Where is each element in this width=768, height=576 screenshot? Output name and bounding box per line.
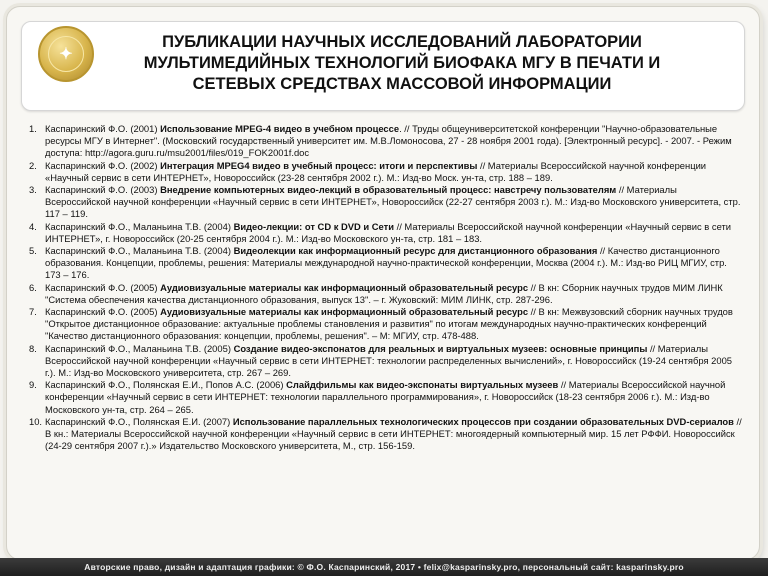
- publication-item: [29, 123, 745, 160]
- publication-item: [29, 343, 745, 380]
- page-title: ПУБЛИКАЦИИ НАУЧНЫХ ИССЛЕДОВАНИЙ ЛАБОРАТОРИИ МУЛЬТИМЕДИЙНЫХ ТЕХНОЛОГИЙ БИОФАКА МГУ В ПЕЧАТИ И СЕТЕВЫХ СРЕДСТВАХ МАССОВОЙ ИНФОРМАЦИИ: [143, 33, 661, 93]
- publication-item: [29, 160, 745, 184]
- publication-number: 5.: [29, 245, 37, 257]
- publication-source: // Материалы Всероссийской научной конференции «Научный сервис в сети ИНТЕРНЕТ», Новороссийск (23-28 сентября 2002 г.). М.: Изд-во Моск. ун-та, стр. 188 – 189.: [45, 159, 707, 183]
- publication-author: Каспаринский Ф.О. (2003): [45, 184, 161, 196]
- publication-title: Видео-лекции: от CD к DVD и Сети: [233, 220, 394, 232]
- publication-title: Использование MPEG-4 видео в учебном процессе: [160, 123, 400, 134]
- publication-title: Использование параллельных технологических процессов при создании образовательных DVD-сериалов: [232, 415, 734, 427]
- publication-item: [29, 245, 745, 282]
- publication-author: Каспаринский Ф.О. (2002): [45, 159, 161, 171]
- publication-author: Каспаринский Ф.О., Маланьина Т.В. (2005): [45, 342, 234, 354]
- publication-source: // В кн.: Материалы Всероссийской научной конференции «Научный сервис в сети ИНТЕРНЕТ: многоядерный компьютерный мир. 15 лет РФФИ. Новороссийск (24-29 сентября 2007 г.).» Издательство Московского университета, М., стр. 156-159.: [45, 415, 742, 452]
- title-box: [21, 21, 745, 111]
- publication-item: [29, 184, 745, 221]
- publication-source: // Материалы Всероссийской научной конференции «Научный сервис в сети ИНТЕРНЕТ: технологии параллельного программирования», г. Новороссийск (18-23 сентября 2006 г.). М.: Изд-во Московского ун-та, стр. 264 – 265.: [45, 379, 726, 415]
- publication-item: [29, 416, 745, 453]
- publication-number: 1.: [29, 123, 37, 134]
- footer-text: Авторские право, дизайн и адаптация графики: © Ф.О. Каспаринский, 2017 • felix@kasparinsky.pro, персональный сайт: kasparinsky.pro: [84, 562, 684, 572]
- laboratory-logo-icon: [38, 26, 94, 82]
- publication-author: Каспаринский Ф.О., Полянская Е.И. (2007): [45, 415, 233, 427]
- content-panel: [6, 6, 760, 560]
- publication-title: Видеолекции как информационный ресурс для дистанционного образования: [233, 245, 598, 257]
- publication-number: 2.: [29, 159, 37, 171]
- publication-number: 3.: [29, 184, 37, 196]
- publication-source: . // Труды общеуниверситетской конференции "Научно-образовательные ресурсы МГУ в Интернет". (Московский государственный университет им. М.В.Ломоносова, 27 - 28 ноября 2001 года). [Электронный ресурс]. - 2007. - Режим доступа: http://agora.guru.ru/msu2001/files/019_FOK2001f.doc: [45, 123, 732, 159]
- publication-title: Интеграция MPEG4 видео в учебный процесс: итоги и перспективы: [160, 159, 478, 171]
- publication-number: 8.: [29, 342, 37, 354]
- publication-number: 10.: [29, 415, 43, 427]
- publication-title: Внедрение компьютерных видео-лекций в образовательный процесс: навстречу пользователям: [160, 184, 617, 196]
- publication-source: // Материалы Всероссийской научной конференции «Научный сервис в сети ИНТЕРНЕТ», Новороссийск (22-27 сентября 2003 г.). М.: Изд-во Московского университета, стр. 117 – 119.: [45, 184, 741, 220]
- publication-author: Каспаринский Ф.О. (2001): [45, 123, 161, 134]
- publication-source: // В кн: Межвузовский сборник научных трудов "Открытое дистанционное образование: актуальные проблемы становления и развития" по итогам международных научно-практических конференций "Качество дистанционного образования: концепции, проблемы, решения". – М: МГИУ, стр. 478-488.: [45, 306, 733, 342]
- publication-title: Аудиовизуальные материалы как информационный образовательный ресурс: [160, 281, 529, 293]
- publication-author: Каспаринский Ф.О. (2005): [45, 281, 161, 293]
- publication-item: [29, 379, 745, 416]
- publication-author: Каспаринский Ф.О., Маланьина Т.В. (2004): [45, 245, 234, 257]
- publication-title: Слайдфильмы как видео-экспонаты виртуальных музеев: [286, 379, 559, 391]
- publication-title: Создание видео-экспонатов для реальных и виртуальных музеев: основные принципы: [233, 342, 648, 354]
- publication-source: // В кн: Сборник научных трудов МИМ ЛИНК "Система обеспечения качества дистанционного образования, выпуск 13". – г. Жуковский: МИМ ЛИНК, стр. 287-296.: [45, 281, 723, 305]
- publication-number: 6.: [29, 281, 37, 293]
- publication-number: 7.: [29, 306, 37, 318]
- publication-list: [29, 123, 745, 452]
- publication-number: 9.: [29, 379, 37, 391]
- publication-author: Каспаринский Ф.О., Маланьина Т.В. (2004): [45, 220, 234, 232]
- publication-author: Каспаринский Ф.О. (2005): [45, 306, 161, 318]
- publication-source: // Материалы Всероссийской научной конференции «Научный сервис в сети ИНТЕРНЕТ», г. Новороссийск (20-25 сентября 2004 г.). М.: Изд-во Московского ун-та, стр. 181 – 183.: [45, 220, 732, 244]
- footer-copyright: [0, 558, 768, 576]
- publication-source: // Материалы Всероссийской научной конференции «Научный сервис в сети ИНТЕРНЕТ: технологии распределенных вычислений», г. Новороссийск (19-24 сентября 2005 г.). М.: Изд-во Московского университета, стр. 267 – 269.: [45, 342, 732, 379]
- publication-author: Каспаринский Ф.О., Полянская Е.И., Попов А.С. (2006): [45, 379, 287, 391]
- publication-source: // Качество дистанционного образования. Концепции, проблемы, решения: Материалы международной научно-практической конференции, Москва (2004 г.). М.: Изд-во РИЦ МГИУ, стр. 173 – 176.: [45, 245, 727, 281]
- logo-emblem-icon: ✦: [48, 36, 84, 72]
- publication-item: [29, 282, 745, 306]
- publication-item: [29, 306, 745, 343]
- publication-title: Аудиовизуальные материалы как информационный образовательный ресурс: [160, 306, 529, 318]
- publication-number: 4.: [29, 220, 37, 232]
- publication-item: [29, 221, 745, 245]
